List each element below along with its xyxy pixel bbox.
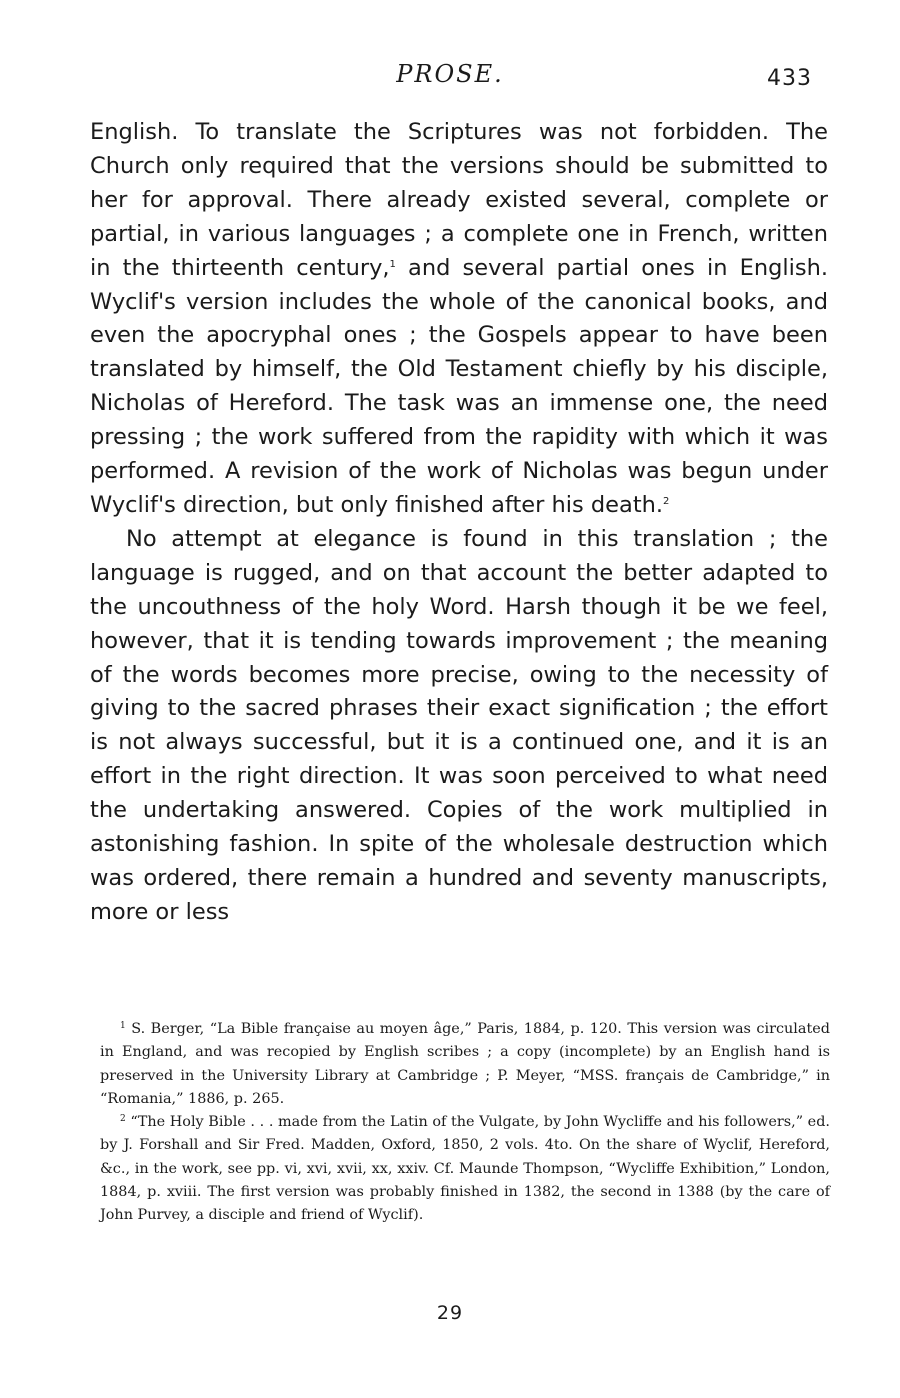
body-text [90, 116, 828, 930]
footnote-marker-2: 2 [120, 1114, 126, 1125]
footnote-1 [100, 1018, 830, 1111]
paragraph-2: No attempt at elegance is found in this translation ; the language is rugged, and on that account the better adapted to the uncouthness of the holy Word. Harsh though it be we feel, however, that it is tending towards improvement ; the meaning of the words becomes more precise, owing to the necessity of giving to the sacred phrases their exact signification ; the effort is not always successful, but it is a continued one, and it is an effort in the right direction. It was soon perceived to what need the undertaking answered. Copies of the work multiplied in astonishing fashion. In spite of the wholesale destruction which was ordered, there remain a hundred and seventy manuscripts, more or less [90, 525, 828, 925]
footnotes [100, 1018, 830, 1228]
footnote-1-text: S. Berger, “La Bible française au moyen âge,” Paris, 1884, p. 120. This version was circulated in England, and was recopied by English scribes ; a copy (incomplete) by an English hand is preserved in the University Library at Cambridge ; P. Meyer, “MSS. français de Cambridge,” in “Romania,” 1886, p. 265. [100, 1021, 830, 1107]
paragraph-1-text-b: and several partial ones in English. Wyclif's version includes the whole of the canonical books, and even the apocryphal ones ; the Gospels appear to have been translated by himself, the Old Testament chiefly by his disciple, Nicholas of Hereford. The task was an immense one, the need pressing ; the work suffered from the rapidity with which it was performed. A revision of the work of Nicholas was begun under Wyclif's direction, but only finished after his death. [90, 254, 828, 518]
footnote-ref-1: 1 [389, 258, 396, 270]
footnote-2-text: “The Holy Bible . . . made from the Latin of the Vulgate, by John Wycliffe and his followers,” ed. by J. Forshall and Sir Fred. Madden, Oxford, 1850, 2 vols. 4to. On the share of Wyclif, Hereford, &c., in the work, see pp. vi, xvi, xvii, xx, xxiv. Cf. Maunde Thompson, “Wycliffe Exhibition,” London, 1884, p. xviii. The first version was probably finished in 1382, the second in 1388 (by the care of John Purvey, a disciple and friend of Wyclif). [100, 1114, 830, 1224]
running-head [0, 60, 900, 100]
paragraph-1 [90, 116, 828, 523]
footnote-marker-1: 1 [120, 1021, 126, 1031]
page-number: 433 [767, 66, 812, 91]
footnote-2 [100, 1111, 830, 1227]
footnote-ref-2: 2 [663, 495, 670, 507]
running-title: PROSE. [396, 60, 504, 88]
paragraph-1-text-a: English. To translate the Scriptures was not forbidden. The Church only required that the versions should be submitted to her for approval. There already existed several, complete or partial, in various languages ; a complete one in French, written in the thirteenth century, [90, 119, 828, 281]
signature-mark: 29 [436, 1302, 464, 1324]
